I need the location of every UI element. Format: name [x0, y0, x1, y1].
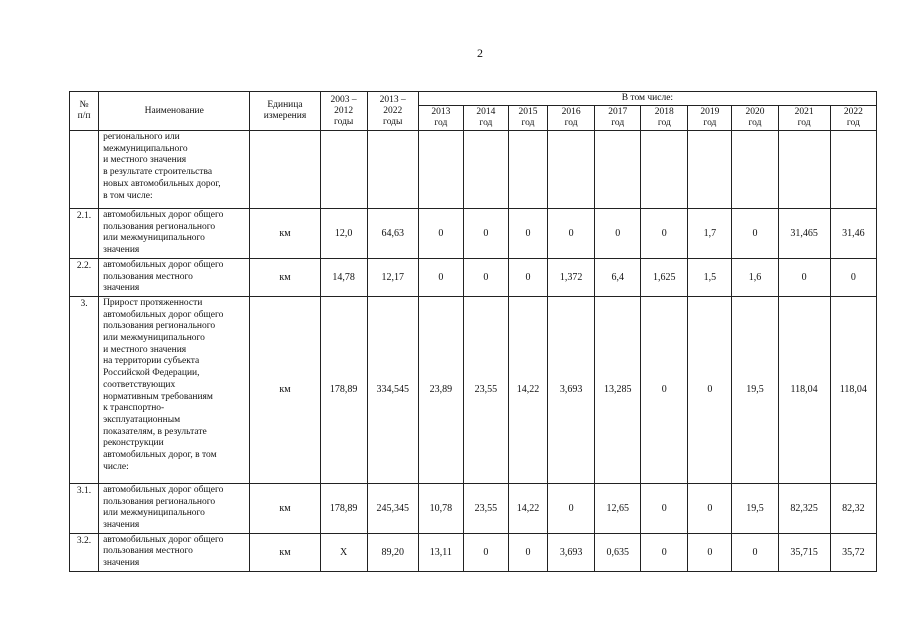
- row-year-value: [641, 131, 688, 209]
- row-year-value: 14,22: [508, 296, 547, 483]
- row-year-value: 35,715: [778, 533, 830, 571]
- table-row: [70, 209, 877, 259]
- row-year-value: 0: [548, 483, 595, 533]
- row-year-value: [732, 131, 778, 209]
- row-year-value: 0: [732, 209, 778, 259]
- row-year-value: 0: [463, 209, 508, 259]
- header-year: 2018 год: [641, 106, 688, 131]
- row-period-2003-2012: 178,89: [320, 483, 367, 533]
- row-unit: км: [250, 483, 320, 533]
- row-name: автомобильных дорог общего пользования местного значения: [99, 533, 250, 571]
- row-period-2013-2022: [367, 131, 418, 209]
- row-year-value: 82,32: [830, 483, 876, 533]
- row-year-value: [688, 131, 732, 209]
- row-year-value: 0: [641, 209, 688, 259]
- row-year-value: 0: [463, 533, 508, 571]
- row-year-value: 12,65: [595, 483, 641, 533]
- row-unit: км: [250, 209, 320, 259]
- row-year-value: 0: [688, 483, 732, 533]
- row-year-value: 0: [641, 483, 688, 533]
- row-number: 2.1.: [70, 209, 99, 259]
- table-row: [70, 258, 877, 296]
- row-year-value: 118,04: [830, 296, 876, 483]
- row-year-value: 0: [732, 533, 778, 571]
- row-unit: [250, 131, 320, 209]
- row-year-value: 14,22: [508, 483, 547, 533]
- row-period-2003-2012: Х: [320, 533, 367, 571]
- header-name: Наименование: [99, 92, 250, 131]
- row-year-value: 0: [641, 296, 688, 483]
- row-year-value: 1,372: [548, 258, 595, 296]
- header-year: 2013 год: [418, 106, 463, 131]
- table-row: [70, 483, 877, 533]
- row-year-value: 0: [688, 296, 732, 483]
- row-year-value: 10,78: [418, 483, 463, 533]
- row-year-value: 19,5: [732, 296, 778, 483]
- row-year-value: 118,04: [778, 296, 830, 483]
- row-year-value: 23,55: [463, 483, 508, 533]
- row-period-2013-2022: 334,545: [367, 296, 418, 483]
- row-unit: км: [250, 258, 320, 296]
- row-year-value: 1,625: [641, 258, 688, 296]
- header-period-2003-2012: 2003 – 2012 годы: [320, 92, 367, 131]
- table-row: [70, 533, 877, 571]
- row-year-value: 0: [418, 209, 463, 259]
- row-year-value: 3,693: [548, 533, 595, 571]
- header-year: 2020 год: [732, 106, 778, 131]
- row-period-2013-2022: 245,345: [367, 483, 418, 533]
- row-year-value: [508, 131, 547, 209]
- row-year-value: 1,6: [732, 258, 778, 296]
- header-year: 2016 год: [548, 106, 595, 131]
- row-name: автомобильных дорог общего пользования регионального или межмуниципального значения: [99, 209, 250, 259]
- row-year-value: 35,72: [830, 533, 876, 571]
- row-period-2013-2022: 64,63: [367, 209, 418, 259]
- row-name: Прирост протяженности автомобильных дорог общего пользования регионального или межмуниципального и местного значения на территории субъекта Российской Федерации, соответствующих нормативным требованиям к транспортно- эксплуатационным показателям, в результате реконструкции автомобильных дорог, в том числе:: [99, 296, 250, 483]
- row-year-value: [463, 131, 508, 209]
- row-year-value: 0: [418, 258, 463, 296]
- header-including: В том числе:: [418, 92, 876, 106]
- row-year-value: 3,693: [548, 296, 595, 483]
- row-year-value: 6,4: [595, 258, 641, 296]
- row-year-value: 1,5: [688, 258, 732, 296]
- header-year: 2017 год: [595, 106, 641, 131]
- header-year: 2021 год: [778, 106, 830, 131]
- row-name: регионального или межмуниципального и местного значения в результате строительства новых автомобильных дорог, в том числе:: [99, 131, 250, 209]
- row-number: 3.: [70, 296, 99, 483]
- row-year-value: [548, 131, 595, 209]
- header-num: № п/п: [70, 92, 99, 131]
- page-number: 2: [477, 46, 483, 60]
- row-period-2003-2012: [320, 131, 367, 209]
- row-year-value: 31,46: [830, 209, 876, 259]
- row-year-value: 1,7: [688, 209, 732, 259]
- row-year-value: 13,11: [418, 533, 463, 571]
- row-number: 2.2.: [70, 258, 99, 296]
- row-period-2003-2012: 178,89: [320, 296, 367, 483]
- row-year-value: [595, 131, 641, 209]
- row-year-value: 0: [508, 209, 547, 259]
- row-year-value: 0: [508, 533, 547, 571]
- header-year: 2015 год: [508, 106, 547, 131]
- row-number: 3.2.: [70, 533, 99, 571]
- row-number: 3.1.: [70, 483, 99, 533]
- row-year-value: [778, 131, 830, 209]
- row-year-value: 0: [548, 209, 595, 259]
- row-year-value: 31,465: [778, 209, 830, 259]
- table-row: [70, 131, 877, 209]
- row-year-value: 0: [688, 533, 732, 571]
- row-period-2013-2022: 89,20: [367, 533, 418, 571]
- row-year-value: 13,285: [595, 296, 641, 483]
- row-year-value: 23,89: [418, 296, 463, 483]
- row-year-value: 0: [508, 258, 547, 296]
- row-year-value: 23,55: [463, 296, 508, 483]
- row-unit: км: [250, 533, 320, 571]
- row-number: [70, 131, 99, 209]
- row-name: автомобильных дорог общего пользования местного значения: [99, 258, 250, 296]
- header-unit: Единица измерения: [250, 92, 320, 131]
- row-year-value: 0,635: [595, 533, 641, 571]
- row-year-value: 0: [463, 258, 508, 296]
- row-year-value: 82,325: [778, 483, 830, 533]
- row-period-2013-2022: 12,17: [367, 258, 418, 296]
- table-row: [70, 296, 877, 483]
- row-unit: км: [250, 296, 320, 483]
- row-year-value: 0: [595, 209, 641, 259]
- row-year-value: [830, 131, 876, 209]
- header-year: 2019 год: [688, 106, 732, 131]
- row-year-value: 0: [778, 258, 830, 296]
- road-length-table: [69, 91, 877, 572]
- row-period-2003-2012: 14,78: [320, 258, 367, 296]
- row-period-2003-2012: 12,0: [320, 209, 367, 259]
- header-period-2013-2022: 2013 – 2022 годы: [367, 92, 418, 131]
- row-year-value: 0: [641, 533, 688, 571]
- header-year: 2014 год: [463, 106, 508, 131]
- row-name: автомобильных дорог общего пользования регионального или межмуниципального значения: [99, 483, 250, 533]
- row-year-value: 0: [830, 258, 876, 296]
- header-year: 2022 год: [830, 106, 876, 131]
- row-year-value: [418, 131, 463, 209]
- row-year-value: 19,5: [732, 483, 778, 533]
